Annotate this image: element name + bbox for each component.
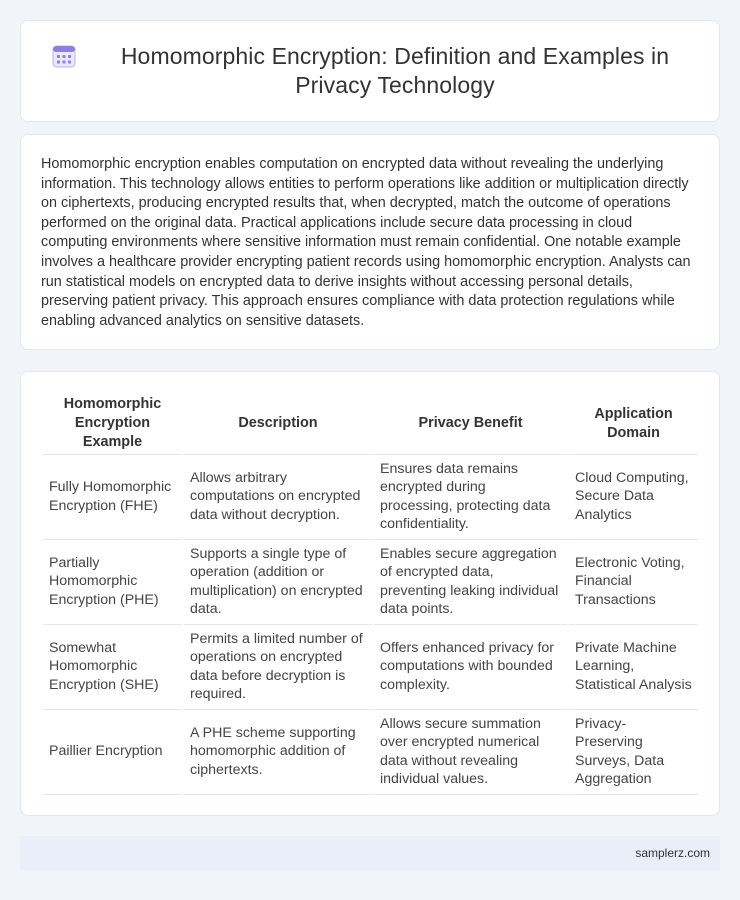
table-header-row — [43, 394, 698, 454]
table-row — [43, 624, 698, 709]
table-cell: A PHE scheme supporting homomorphic addition of ciphertexts. — [183, 709, 373, 794]
table-cell: Offers enhanced privacy for computations with bounded complexity. — [373, 624, 568, 709]
table-row — [43, 454, 698, 539]
page-title: Homomorphic Encryption: Definition and Examples in Privacy Technology — [120, 43, 670, 98]
table-cell: Paillier Encryption — [43, 709, 183, 794]
table-cell: Partially Homomorphic Encryption (PHE) — [43, 539, 183, 624]
table-card — [20, 371, 720, 816]
footer-site-link[interactable]: samplerz.com — [635, 846, 710, 860]
intro-paragraph: Homomorphic encryption enables computation on encrypted data without revealing the underlying information. This technology allows entities to perform operations like addition or multiplication directly on ciphertexts, producing encrypted results that, when decrypted, match the outcome of operations performed on the original data. Practical applications include secure data processing in cloud computing environments where sensitive information must remain confidential. One notable example involves a healthcare provider encrypting patient records using homomorphic encryption. Analysts can run statistical models on encrypted data to derive insights without accessing personal details, preserving patient privacy. This approach ensures compliance with data protection regulations while enabling advanced analytics on sensitive datasets. — [41, 156, 691, 329]
table-row — [43, 709, 698, 794]
column-header: Homomorphic Encryption Example — [63, 396, 162, 451]
examples-table — [43, 394, 698, 795]
table-cell: Somewhat Homomorphic Encryption (SHE) — [43, 624, 183, 709]
intro-card — [20, 134, 720, 350]
table-cell: Private Machine Learning, Statistical Analysis — [568, 624, 698, 709]
table-cell: Fully Homomorphic Encryption (FHE) — [43, 454, 183, 539]
table-cell: Electronic Voting, Financial Transactions — [568, 539, 698, 624]
table-cell: Supports a single type of operation (addition or multiplication) on encrypted data. — [183, 539, 373, 624]
table-cell: Privacy-Preserving Surveys, Data Aggregation — [568, 709, 698, 794]
table-cell: Ensures data remains encrypted during processing, protecting data confidentiality. — [373, 454, 568, 539]
header-card — [20, 20, 720, 122]
column-header: Privacy Benefit — [373, 394, 568, 454]
table-cell: Enables secure aggregation of encrypted data, preventing leaking individual data points. — [373, 539, 568, 624]
table-cell: Allows arbitrary computations on encrypted data without decryption. — [183, 454, 373, 539]
table-cell: Permits a limited number of operations on encrypted data before decryption is required. — [183, 624, 373, 709]
footer-bar — [20, 836, 720, 870]
calendar-icon — [51, 43, 77, 69]
table-row — [43, 539, 698, 624]
table-cell: Allows secure summation over encrypted numerical data without revealing individual values. — [373, 709, 568, 794]
table-cell: Cloud Computing, Secure Data Analytics — [568, 454, 698, 539]
column-header: Application Domain — [568, 394, 698, 454]
column-header: Description — [183, 394, 373, 454]
